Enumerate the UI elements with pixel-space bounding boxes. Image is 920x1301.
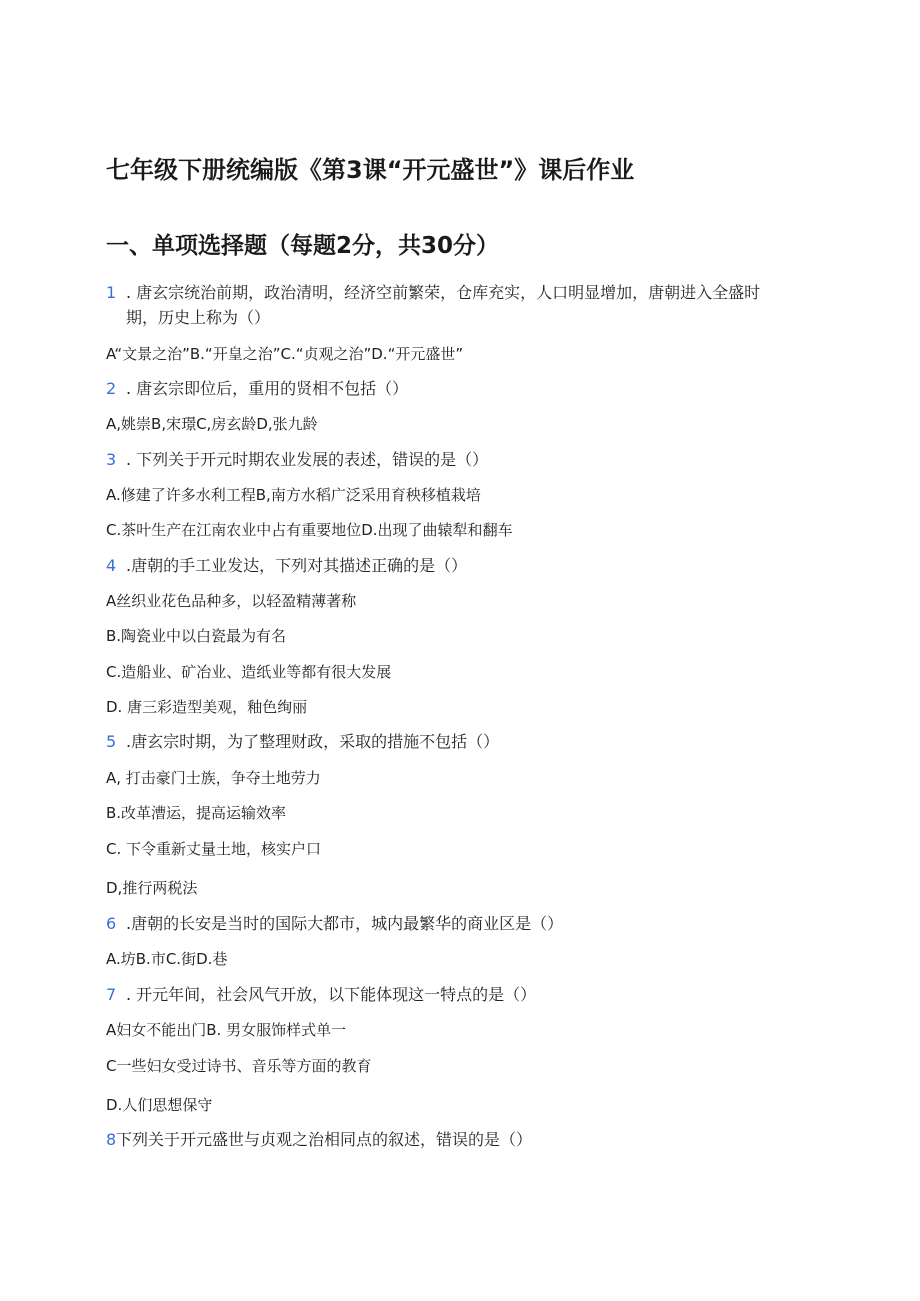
question-4-option-a: A丝织业花色品种多，以轻盈精薄著称 <box>106 592 357 610</box>
question-4 <box>106 553 467 579</box>
question-text: .唐朝的手工业发达，下列对其描述正确的是（） <box>126 556 468 575</box>
question-4-option-b: B.陶瓷业中以白瓷最为有名 <box>106 627 287 645</box>
question-number: 1 <box>106 283 117 302</box>
question-text: . 开元年间，社会风气开放，以下能体现这一特点的是（） <box>126 985 537 1004</box>
question-5-option-b: B.改革漕运，提高运输效率 <box>106 804 287 822</box>
question-text: . 下列关于开元时期农业发展的表述，错误的是（） <box>126 450 489 469</box>
question-number: 3 <box>106 450 117 469</box>
document-title: 七年级下册统编版《第3课“开元盛世”》课后作业 <box>106 156 635 184</box>
question-number: 8 <box>106 1130 117 1149</box>
question-8 <box>106 1127 532 1153</box>
question-text: . 唐玄宗统治前期，政治清明，经济空前繁荣，仓库充实，人口明显增加，唐朝进入全盛时 <box>126 283 761 302</box>
question-number: 2 <box>106 379 117 398</box>
question-7-option-d: D.人们思想保守 <box>106 1096 213 1114</box>
question-text: .唐朝的长安是当时的国际大都市，城内最繁华的商业区是（） <box>126 914 564 933</box>
question-6 <box>106 911 563 937</box>
section-heading: 一、单项选择题（每题2分，共30分） <box>106 233 500 259</box>
question-number: 7 <box>106 985 117 1004</box>
question-3-option-ab: A.修建了许多水利工程B,南方水稻广泛采用育秧移植栽培 <box>106 486 481 504</box>
question-3-option-cd: C.茶叶生产在江南农业中占有重要地位D.出现了曲辕犁和翻车 <box>106 521 513 539</box>
question-5-option-a: A, 打击豪门士族，争夺土地劳力 <box>106 769 321 787</box>
question-2 <box>106 376 408 402</box>
question-3 <box>106 447 488 473</box>
question-1-continued: 期，历史上称为（） <box>126 308 271 327</box>
question-7-option-c: C一些妇女受过诗书、音乐等方面的教育 <box>106 1057 372 1075</box>
question-7 <box>106 982 536 1008</box>
question-4-option-d: D. 唐三彩造型美观，釉色绚丽 <box>106 698 308 716</box>
question-5-option-d: D,推行两税法 <box>106 879 198 897</box>
question-number: 6 <box>106 914 117 933</box>
question-5-option-c: C. 下令重新丈量土地，核实户口 <box>106 840 322 858</box>
question-number: 5 <box>106 732 117 751</box>
question-5 <box>106 729 499 755</box>
question-7-option-ab: A妇女不能出门B. 男女服饰样式单一 <box>106 1021 347 1039</box>
question-text: . 唐玄宗即位后，重用的贤相不包括（） <box>126 379 409 398</box>
question-text: 下列关于开元盛世与贞观之治相同点的叙述，错误的是（） <box>116 1130 533 1149</box>
question-text: .唐玄宗时期，为了整理财政，采取的措施不包括（） <box>126 732 500 751</box>
question-6-options: A.坊B.市C.街D.巷 <box>106 950 228 968</box>
question-2-options: A,姚崇B,宋璟C,房玄龄D,张九龄 <box>106 415 318 433</box>
question-4-option-c: C.造船业、矿冶业、造纸业等都有很大发展 <box>106 663 392 681</box>
question-1-options: A“文景之治”B.“开皇之治”C.“贞观之治”D.“开元盛世” <box>106 345 464 363</box>
question-number: 4 <box>106 556 117 575</box>
question-1 <box>106 280 760 306</box>
